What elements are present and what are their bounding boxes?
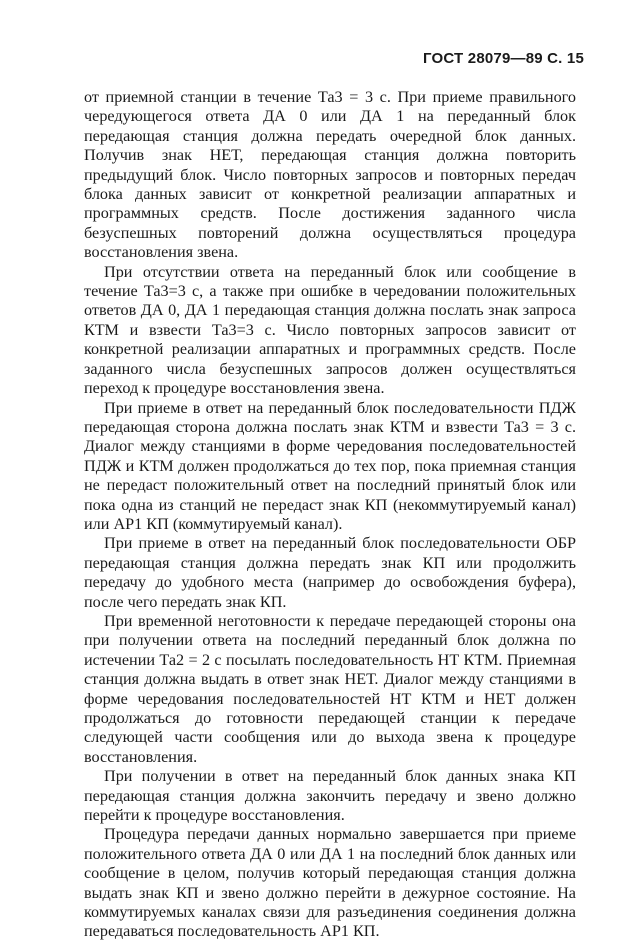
document-body [84,88,576,942]
paragraph-3: При приеме в ответ на переданный блок последовательности ПДЖ передающая сторона должна послать знак КТМ и взвести Та3 = 3 с. Диалог между станциями в форме чередования последовательностей ПДЖ и КТМ должен продолжаться до тех пор, пока приемная станция не передаст положительный ответ на последний принятый блок или пока одна из станций не передаст знак КП (некоммутируемый канал) или АР1 КП (коммутируемый канал). [84,398,576,533]
paragraph-1: от приемной станции в течение Та3 = 3 с. При приеме правильного чередующегося ответа ДА 0 или ДА 1 на переданный блок передающая станция должна передать очередной блок данных. Получив знак НЕТ, передающая станция должна повторить предыдущий блок. Число повторных запросов и повторных передач блока данных зависит от конкретной реализации аппаратных и программных средств. После достижения заданного числа безуспешных повторений должна осуществляться процедура восстановления звена. [84,88,576,262]
paragraph-5: При временной неготовности к передаче передающей стороны она при получении ответа на последний переданный блок должна по истечении Та2 = 2 с посылать последовательность НТ КТМ. Приемная станция должна выдать в ответ знак НЕТ. Диалог между станциями в форме чередования последовательностей НТ КТМ и НЕТ должен продолжаться до готовности передающей станции к передаче следующей части сообщения или до выхода звена к процедуре восстановления. [84,611,576,766]
paragraph-6: При получении в ответ на переданный блок данных знака КП передающая станция должна закончить передачу и звено должно перейти к процедуре восстановления. [84,767,576,825]
paragraph-7: Процедура передачи данных нормально завершается при приеме положительного ответа ДА 0 или ДА 1 на последний блок данных или сообщение в целом, получив который передающая станция должна выдать знак КП и звено должно перейти в дежурное состояние. На коммутируемых каналах связи для разъединения соединения должна передаваться последовательность АР1 КП. [84,825,576,941]
page-header: ГОСТ 28079—89 С. 15 [423,50,584,67]
paragraph-2: При отсутствии ответа на переданный блок или сообщение в течение Та3=3 с, а также при ошибке в чередовании положительных ответов ДА 0, ДА 1 передающая станция должна послать знак запроса КТМ и взвести Та3=3 с. Число повторных запросов зависит от конкретной реализации аппаратных и программных средств. После заданного числа безуспешных запросов должен осуществляться переход к процедуре восстановления звена. [84,262,576,398]
paragraph-4: При приеме в ответ на переданный блок последовательности ОБР передающая станция должна передать знак КП или продолжить передачу до удобного места (например до освобождения буфера), после чего передать знак КП. [84,534,576,611]
